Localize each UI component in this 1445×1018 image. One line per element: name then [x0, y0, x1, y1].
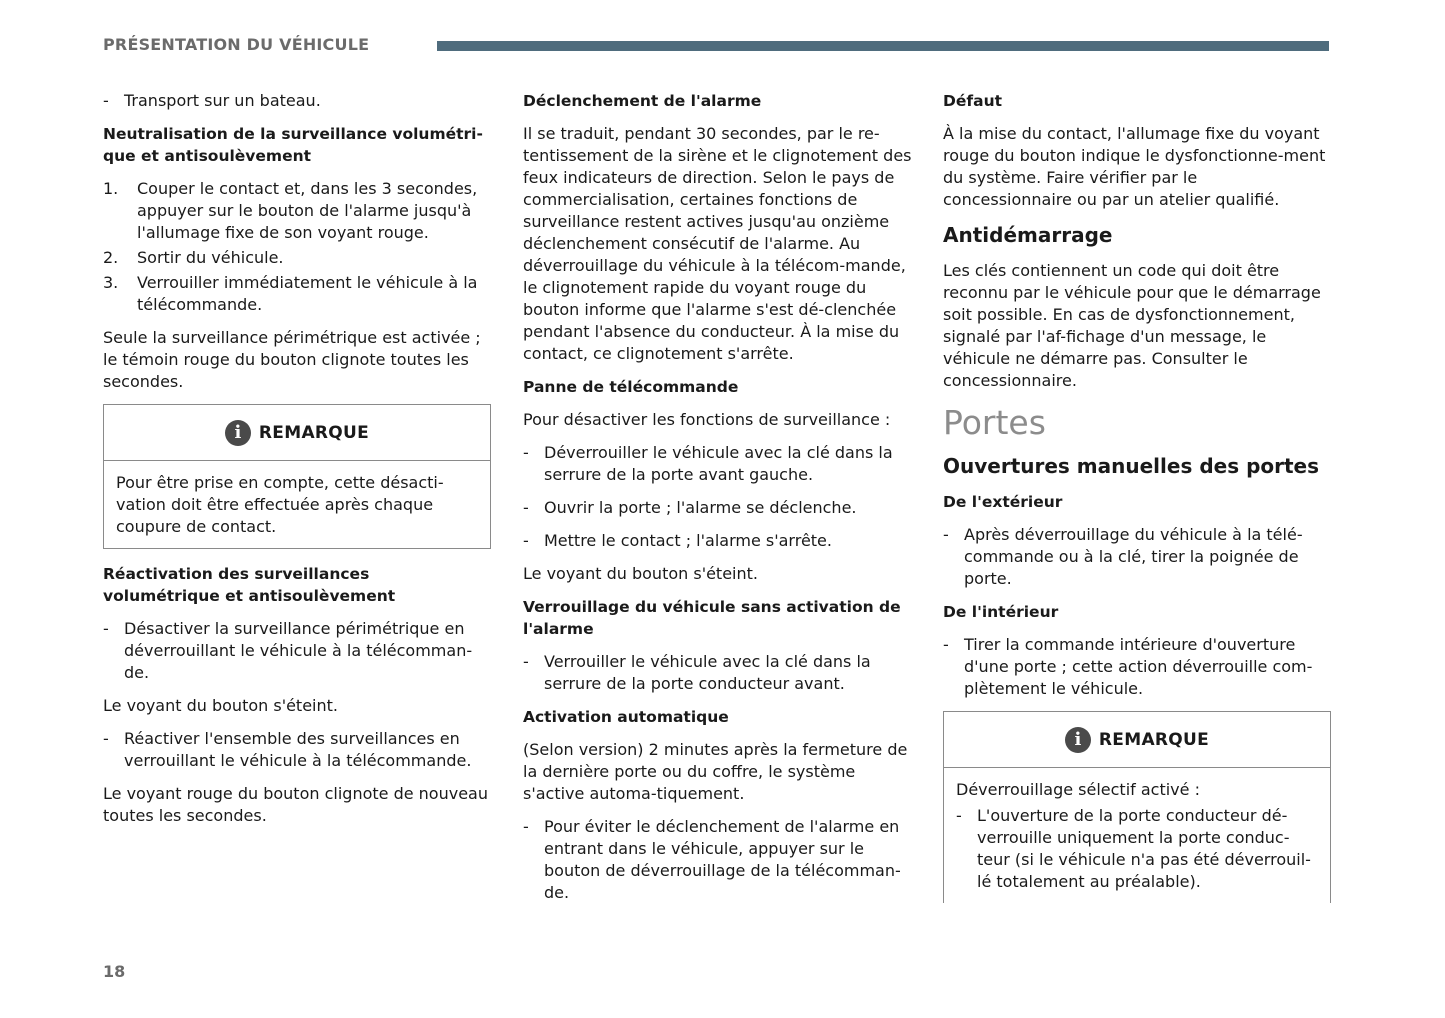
bullet-list	[103, 618, 491, 684]
bullet-list	[103, 90, 491, 112]
list-item: - Après déverrouillage du véhicule à la télé-commande ou à la clé, tirer la poignée de porte.	[943, 524, 1331, 590]
paragraph: Le voyant du bouton s'éteint.	[523, 564, 758, 583]
list-item: - Mettre le contact ; l'alarme s'arrête.	[523, 530, 913, 552]
steps-list	[103, 178, 491, 316]
step-number: 1.	[103, 179, 119, 198]
info-icon: i	[225, 420, 251, 446]
heading-remote-failure: Panne de télécommande	[523, 378, 739, 396]
heading-inside: De l'intérieur	[943, 603, 1059, 621]
step-text: Couper le contact et, dans les 3 secondes, appuyer sur le bouton de l'alarme jusqu'à l'allumage fixe de son voyant rouge.	[137, 179, 478, 242]
bullet-list	[103, 728, 491, 772]
bullet-list	[943, 524, 1331, 590]
paragraph: À la mise du contact, l'allumage fixe du voyant rouge du bouton indique le dysfonctionne-ment du système. Faire vérifier par le concessionnaire ou par un atelier qualifié.	[943, 124, 1326, 209]
paragraph: Il se traduit, pendant 30 secondes, par le re-tentissement de la sirène et le clignotement des feux indicateurs de direction. Selon le pays de commercialisation, certaines fonctions de surveillance restent actives jusqu'au onzième déclenchement consécutif de l'alarme. Au déverrouillage du véhicule à la télécom-mande, le clignotement rapide du voyant rouge du bouton informe que l'alarme s'est dé-clenchée pendant l'absence du conducteur. À la mise du contact, ce clignotement s'arrête.	[523, 124, 912, 363]
list-item: - Désactiver la surveillance périmétrique en déverrouillant le véhicule à la télécomman-de.	[103, 618, 491, 684]
paragraph: (Selon version) 2 minutes après la fermeture de la dernière porte ou du coffre, le système s'active automa-tiquement.	[523, 740, 908, 803]
list-item: - Transport sur un bateau.	[103, 90, 491, 112]
note-body	[944, 768, 1330, 903]
list-item: - Pour éviter le déclenchement de l'alarme en entrant dans le véhicule, appuyer sur le bouton de déverrouillage de la télécomman-de.	[523, 816, 913, 904]
column-2	[523, 90, 913, 915]
heading-lock: Verrouillage du véhicule sans activation de l'alarme	[523, 598, 901, 638]
note-box	[103, 404, 491, 549]
list-item: - Réactiver l'ensemble des surveillances en verrouillant le véhicule à la télécommande.	[103, 728, 491, 772]
list-item: - Déverrouiller le véhicule avec la clé dans la serrure de la porte avant gauche.	[523, 442, 913, 486]
step-item	[103, 272, 491, 316]
heading-manual-opening: Ouvertures manuelles des portes	[943, 454, 1320, 478]
note-text: Pour être prise en compte, cette désacti-vation doit être effectuée après chaque coupure de contact.	[116, 473, 444, 536]
heading-reactivation: Réactivation des surveillances volumétrique et antisoulèvement	[103, 565, 396, 605]
bullet-list	[956, 805, 1318, 893]
column-3	[943, 90, 1331, 903]
bullet-list	[523, 816, 913, 904]
heading-immobiliser: Antidémarrage	[943, 223, 1113, 247]
note-title: REMARQUE	[1098, 729, 1210, 750]
step-item	[103, 178, 491, 244]
heading-doors: Portes	[943, 403, 1046, 442]
note-text: Déverrouillage sélectif activé :	[956, 780, 1200, 799]
info-icon: i	[1065, 727, 1091, 753]
paragraph: Pour désactiver les fonctions de surveillance :	[523, 410, 891, 429]
step-item	[103, 247, 491, 269]
bullet-list	[523, 442, 913, 552]
header-bar	[437, 41, 1329, 51]
paragraph: Le voyant du bouton s'éteint.	[103, 696, 338, 715]
note-title: REMARQUE	[258, 422, 370, 443]
section-title: PRÉSENTATION DU VÉHICULE	[103, 35, 370, 54]
heading-neutralisation: Neutralisation de la surveillance volumétri-que et antisoulèvement	[103, 125, 483, 165]
list-item: - Verrouiller le véhicule avec la clé dans la serrure de la porte conducteur avant.	[523, 651, 913, 695]
paragraph: Seule la surveillance périmétrique est activée ; le témoin rouge du bouton clignote toutes les secondes.	[103, 328, 481, 391]
step-text: Sortir du véhicule.	[137, 248, 284, 267]
heading-auto: Activation automatique	[523, 708, 729, 726]
paragraph: Le voyant rouge du bouton clignote de nouveau toutes les secondes.	[103, 784, 488, 825]
heading-outside: De l'extérieur	[943, 493, 1063, 511]
page-number: 18	[103, 962, 126, 981]
note-header	[944, 712, 1330, 768]
list-item: - Ouvrir la porte ; l'alarme se déclenche.	[523, 497, 913, 519]
list-item: - Tirer la commande intérieure d'ouverture d'une porte ; cette action déverrouille com-plètement le véhicule.	[943, 634, 1331, 700]
bullet-list	[943, 634, 1331, 700]
heading-fault: Défaut	[943, 92, 1003, 110]
list-item: - L'ouverture de la porte conducteur dé-verrouille uniquement la porte conduc-teur (si le véhicule n'a pas été déverrouil-lé totalement au préalable).	[956, 805, 1318, 893]
paragraph: Les clés contiennent un code qui doit être reconnu par le véhicule pour que le démarrage soit possible. En cas de dysfonctionnement, signalé par l'af-fichage d'un message, le véhicule ne démarre pas. Consulter le concessionnaire.	[943, 261, 1321, 390]
step-number: 2.	[103, 248, 119, 267]
heading-alarm: Déclenchement de l'alarme	[523, 92, 762, 110]
column-1	[103, 90, 491, 838]
note-box	[943, 711, 1331, 903]
step-number: 3.	[103, 273, 119, 292]
note-header	[104, 405, 490, 461]
bullet-list	[523, 651, 913, 695]
step-text: Verrouiller immédiatement le véhicule à la télécommande.	[137, 273, 478, 314]
note-body	[104, 461, 490, 548]
